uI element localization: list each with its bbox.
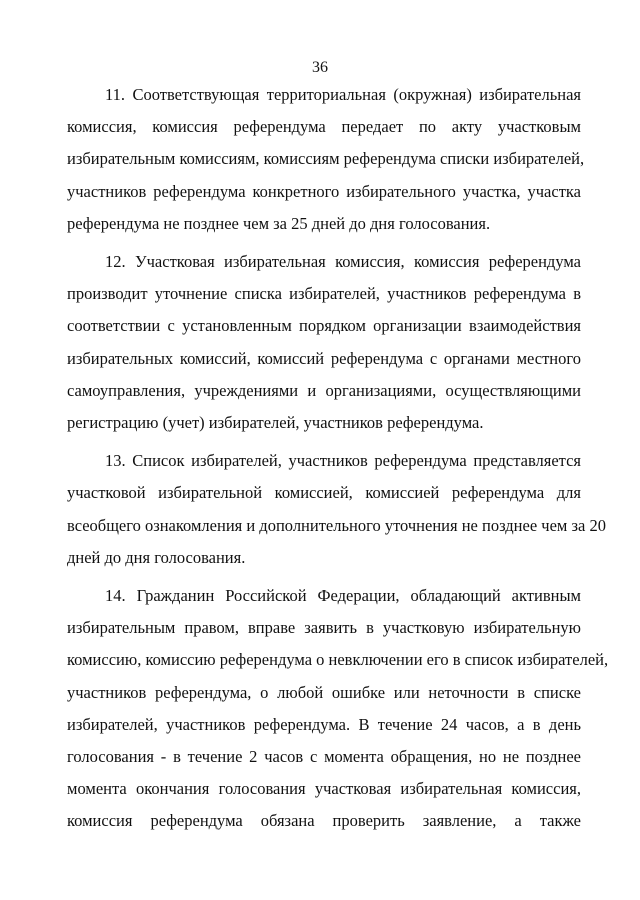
text-line: референдума не позднее чем за 25 дней до дня голосования.	[67, 213, 491, 233]
text-line: момента окончания голосования участковая избирательная комиссия,	[67, 779, 581, 799]
text-line: избирательным комиссиям, комиссиям референдума списки избирателей,	[67, 149, 585, 169]
page-number: 36	[312, 59, 328, 76]
paragraph-3	[67, 445, 606, 574]
text-line: участковой избирательной комиссией, комиссией референдума для	[67, 483, 581, 503]
document-body	[67, 79, 609, 844]
paragraph-1	[67, 79, 585, 240]
text-line: избирательным правом, вправе заявить в участковую избирательную	[67, 618, 581, 638]
text-line: соответствии с установленным порядком организации взаимодействия	[67, 316, 581, 336]
text-line: дней до дня голосования.	[67, 547, 246, 567]
text-line: 13. Список избирателей, участников референдума представляется	[105, 451, 581, 471]
text-line: комиссия референдума обязана проверить заявление, а также	[67, 811, 581, 831]
text-line: 14. Гражданин Российской Федерации, обладающий активным	[105, 586, 581, 606]
text-line: голосования - в течение 2 часов с момента обращения, но не позднее	[67, 747, 581, 767]
text-line: 11. Соответствующая территориальная (окружная) избирательная	[105, 85, 581, 104]
text-line: избирателей, участников референдума. В течение 24 часов, а в день	[67, 714, 581, 734]
text-line: самоуправления, учреждениями и организациями, осуществляющими	[67, 380, 581, 400]
text-line: производит уточнение списка избирателей, участников референдума в	[67, 284, 581, 304]
text-line: комиссия, комиссия референдума передает по акту участковым	[67, 117, 581, 137]
text-line: участников референдума, о любой ошибке или неточности в списке	[67, 682, 581, 702]
text-line: регистрацию (учет) избирателей, участников референдума.	[67, 413, 484, 433]
paragraph-4	[67, 580, 609, 838]
paragraph-2	[67, 246, 581, 439]
text-line: комиссию, комиссию референдума о невключении его в список избирателей,	[67, 650, 609, 670]
text-line: избирательных комиссий, комиссий референдума с органами местного	[67, 348, 581, 368]
text-line: 12. Участковая избирательная комиссия, комиссия референдума	[105, 252, 581, 272]
text-line: участников референдума конкретного избирательного участка, участка	[67, 181, 581, 201]
text-line: всеобщего ознакомления и дополнительного уточнения не позднее чем за 20	[67, 515, 606, 535]
